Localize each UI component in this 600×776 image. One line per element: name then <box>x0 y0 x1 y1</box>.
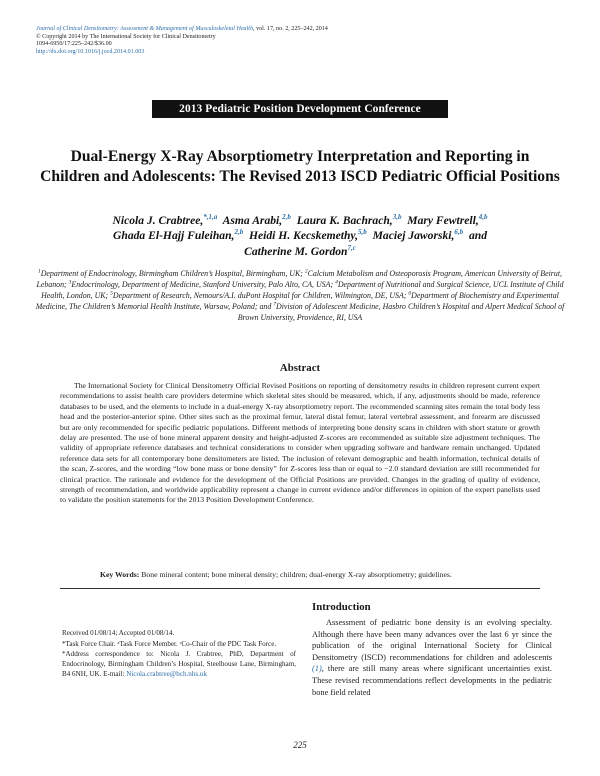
affiliation-marker: 7 <box>273 301 277 308</box>
author-affiliation-marker[interactable]: 5,b <box>358 228 367 237</box>
author-affiliation-marker[interactable]: 2,b <box>282 213 291 222</box>
author-name: Maciej Jaworski, <box>372 229 455 243</box>
introduction-text-start: Assessment of pediatric bone density is an evolving specialty. Although there have been many advances over the last 6 yr since the publication of the original International Society for Clinical Densitometry (ISCD) recommendations for children and adolescents <box>312 618 552 662</box>
author-conjunction: and <box>468 229 487 243</box>
keywords <box>100 570 550 580</box>
affiliation-text: Department of Biochemistry and Experimental Medicine, The Children’s Memorial Health Institute, Warsaw, Poland; and <box>35 291 559 311</box>
keywords-label: Key Words: <box>100 570 140 579</box>
author-name: Catherine M. Gordon <box>244 244 348 258</box>
introduction-heading: Introduction <box>312 601 371 613</box>
correspondence-email-link[interactable]: Nicola.crabtree@bch.nhs.uk <box>126 670 208 678</box>
author-affiliation-marker[interactable]: 4,b <box>478 213 488 222</box>
affiliation-marker: 2 <box>304 268 308 275</box>
journal-citation-line <box>36 26 576 34</box>
author-name: Mary Fewtrell, <box>407 214 479 227</box>
affiliation-text: Department of Research, Nemours/A.I. duPont Hospital for Children, Wilmington, DE, USA; <box>112 291 409 300</box>
author-affiliation-marker[interactable]: 3,b <box>392 213 402 222</box>
page-number: 225 <box>293 740 307 750</box>
author-name: Asma Arabi, <box>222 214 283 227</box>
affiliation-text: Division of Adolescent Medicine, Hasbro Children’s Hospital and Alpert Medical School of Brown University, Providence, RI, USA <box>237 302 565 322</box>
journal-name: Journal of Clinical Densitometry: Assessment & Management of Musculoskeletal Health <box>36 26 254 32</box>
paper-title: Dual-Energy X-Ray Absorptiometry Interpretation and Reporting in Children and Adolescents: The Revised 2013 ISCD Pediatric Official Positions <box>40 148 560 185</box>
citation-link[interactable]: (1) <box>312 664 322 674</box>
journal-copyright: © Copyright 2014 by The International Society for Clinical Densitometry <box>36 33 216 40</box>
affiliation-text: Endocrinology, Department of Medicine, Stanford University, Palo Alto, CA, USA; <box>71 280 336 289</box>
author-affiliation-marker[interactable]: 2,b <box>234 228 244 237</box>
author-list <box>50 213 550 259</box>
affiliation-text: Calcium Metabolism and Osteoporosis Program, American University of Beirut, Lebanon; <box>36 269 562 289</box>
introduction-text-end: , there are still many areas where significant uncertainties exist. These revised recommendations reflect developments in the pediatric bone field related <box>312 664 552 697</box>
affiliation-marker: 4 <box>335 279 338 286</box>
author-name: Nicola J. Crabtree, <box>112 214 204 227</box>
footnotes <box>62 628 296 679</box>
author-name: Heidi H. Kecskemethy, <box>249 229 359 243</box>
introduction-text <box>312 617 552 698</box>
author-name: Ghada El-Hajj Fuleihan, <box>113 229 235 243</box>
abstract-text: The International Society for Clinical Densitometry Official Revised Positions on reporting of densitometry results in children represent current expert recommendations to assist health care providers determine which skeletal sites should be measured, which, if any, adjustments should be made, reference databases to be used, and the elements to include in a dual-energy X-ray absorptiometry report. The recommended scanning sites remain the total body less head and the posterior-anterior spine. Other sites such as the proximal femur, lateral distal femur, lateral vertebral assessment, and forearm are discussed but are only recommended for specific pediatric populations. Different methods of interpreting bone density scans in children with short stature or growth delay are presented. The use of bone mineral apparent density and height-adjusted Z-scores are recommended as suitable size adjustment techniques. The validity of appropriate reference databases and technical considerations to consider when upgrading software and hardware remain unchanged. Updated reference data sets for all contemporary bone densitometers are listed. The inclusion of relevant demographic and health information, technical details of the scan, Z-scores, and the wording “low bone mass or bone density” for Z-scores less than or equal to −2.0 standard deviation are still recommended for clinical practice. The rationale and evidence for the development of the Official Positions are provided. Changes in the grading of quality of evidence, strength of recommendation, and worldwide applicability represent a change in current evidence and/or differences in opinion of the expert panelists used to validate the position statements for the 2013 Position Development Conference. <box>60 381 540 505</box>
author-affiliation-marker[interactable]: 7,c <box>347 243 356 252</box>
section-divider <box>60 588 540 589</box>
received-dates: Received 01/08/14; Accepted 01/08/14. <box>62 629 175 637</box>
abstract-heading: Abstract <box>279 362 321 374</box>
author-affiliation-marker[interactable]: *,1,a <box>203 213 218 222</box>
affiliation-marker: 6 <box>408 290 412 297</box>
correspondence-note <box>62 649 296 679</box>
journal-volume-info: , vol. 17, no. 2, 225–242, 2014 <box>253 26 328 32</box>
conference-banner: 2013 Pediatric Position Development Conference <box>152 100 448 118</box>
affiliation-text: Department of Nutritional and Surgical Science, UCL Institute of Child Health, London, UK; <box>41 280 564 300</box>
affiliations <box>30 268 570 323</box>
affiliation-marker: 3 <box>68 279 72 286</box>
keywords-text: Bone mineral content; bone mineral density; children; dual-energy X-ray absorptiometry; guidelines. <box>139 570 452 579</box>
journal-doi-link[interactable]: http://dx.doi.org/10.1016/j.jocd.2014.01.003 <box>36 48 145 55</box>
author-affiliation-marker[interactable]: 6,b <box>454 228 464 237</box>
task-force-note: *Task Force Chair. ᵃTask Force Member. ᶜCo-Chair of the PDC Task Force. <box>62 640 277 648</box>
journal-issn: 1094-6950/17:225–242/$36.00 <box>36 41 112 48</box>
affiliation-marker: 5 <box>110 290 113 297</box>
affiliation-text: Department of Endocrinology, Birmingham Children’s Hospital, Birmingham, UK; <box>40 269 305 278</box>
affiliation-marker: 1 <box>37 268 41 275</box>
author-name: Laura K. Bachrach, <box>296 214 393 227</box>
journal-header <box>36 26 576 56</box>
correspondence-text: *Address correspondence to: Nicola J. Crabtree, PhD, Department of Endocrinology, Birmingham Children’s Hospital, Steelhouse Lane, Birmingham, B4 6NH, UK. E-mail: <box>62 650 296 678</box>
